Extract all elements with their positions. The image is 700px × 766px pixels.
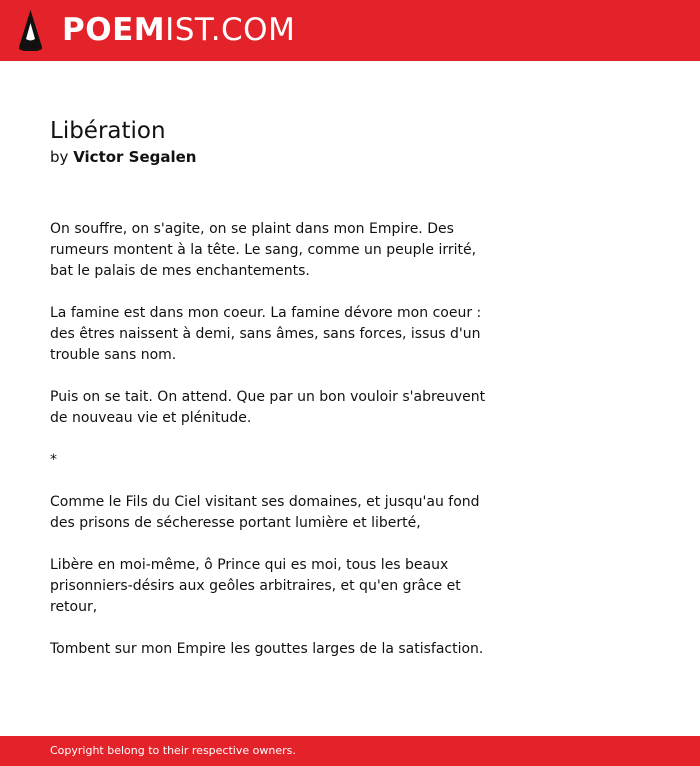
poem-line: retour,: [50, 599, 98, 615]
author-name: Victor Segalen: [73, 148, 197, 166]
poem-line: Tombent sur mon Empire les gouttes larges de la satisfaction.: [50, 641, 484, 657]
stanza: [50, 492, 490, 534]
stanza: [50, 303, 490, 366]
logo-bold-text: POEM: [62, 12, 166, 48]
poem-line: bat le palais de mes enchantements.: [50, 263, 310, 279]
byline: [50, 146, 197, 168]
site-header: [0, 0, 700, 61]
logo-light-text: IST.COM: [165, 12, 296, 48]
poem-title: Libération: [50, 118, 166, 144]
poem-line: des êtres naissent à demi, sans âmes, sans forces, issus d'un: [50, 326, 481, 342]
pencil-icon[interactable]: [17, 9, 44, 51]
poem-line: prisonniers-désirs aux geôles arbitraires, et qu'en grâce et: [50, 578, 461, 594]
stanza: [50, 555, 490, 618]
copyright-text: Copyright belong to their respective owners.: [50, 744, 296, 757]
poem-line: Libère en moi-même, ô Prince qui es moi, tous les beaux: [50, 557, 449, 573]
site-footer: [0, 736, 700, 766]
poem-line: On souffre, on s'agite, on se plaint dans mon Empire. Des: [50, 221, 454, 237]
poem-line: rumeurs montent à la tête. Le sang, comme un peuple irrité,: [50, 242, 477, 258]
poem-line: La famine est dans mon coeur. La famine dévore mon coeur :: [50, 305, 482, 321]
stanza: [50, 219, 490, 282]
poem-heading: [50, 116, 197, 168]
by-label: by: [50, 148, 69, 166]
site-logo[interactable]: [62, 12, 295, 48]
poem-line: trouble sans nom.: [50, 347, 177, 363]
separator-asterisk: *: [50, 452, 57, 468]
poem-line: Comme le Fils du Ciel visitant ses domaines, et jusqu'au fond: [50, 494, 480, 510]
poem-body: [50, 219, 490, 681]
stanza: [50, 387, 490, 429]
poem-line: de nouveau vie et plénitude.: [50, 410, 252, 426]
poem-line: Puis on se tait. On attend. Que par un bon vouloir s'abreuvent: [50, 389, 486, 405]
stanza: [50, 639, 490, 660]
poem-line: des prisons de sécheresse portant lumière et liberté,: [50, 515, 421, 531]
stanza-separator: [50, 450, 490, 471]
